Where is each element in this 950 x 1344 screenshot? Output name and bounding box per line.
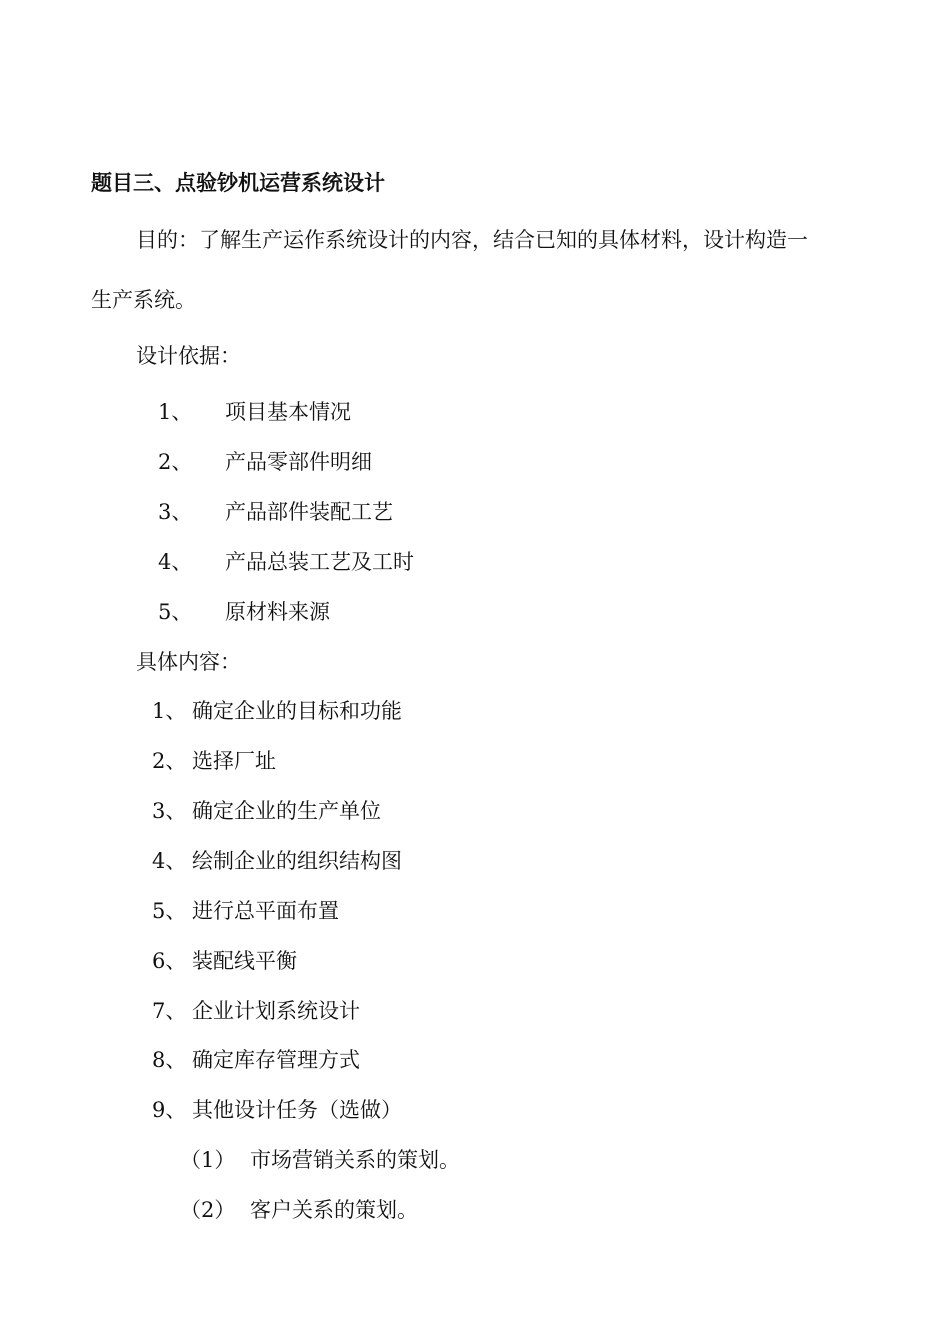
list-item-number: 7、	[152, 999, 187, 1023]
list-item-number: 2、	[158, 450, 193, 474]
list-item-text: 选择厂址	[192, 749, 276, 773]
list-item-text: 确定企业的生产单位	[192, 799, 381, 823]
list-item-text: 装配线平衡	[192, 949, 297, 973]
list-item-text: 确定企业的目标和功能	[192, 699, 402, 723]
list-item-number: 3、	[152, 799, 187, 823]
list-item-text: 产品部件装配工艺	[225, 500, 393, 524]
sub-list-item-number: （1）	[180, 1148, 236, 1172]
list-item-number: 4、	[152, 849, 187, 873]
list-item-text: 确定库存管理方式	[192, 1048, 360, 1072]
list-item-number: 6、	[152, 949, 187, 973]
list-item-number: 5、	[152, 899, 187, 923]
purpose-line-1: 目的：了解生产运作系统设计的内容，结合已知的具体材料，设计构造一	[136, 228, 808, 252]
document-title: 题目三、点验钞机运营系统设计	[91, 170, 385, 195]
list-item-text: 产品零部件明细	[225, 450, 372, 474]
list-item-number: 9、	[152, 1098, 187, 1122]
list-item-text: 绘制企业的组织结构图	[192, 849, 402, 873]
content-heading: 具体内容：	[136, 650, 241, 674]
list-item-text: 其他设计任务（选做）	[192, 1098, 402, 1122]
list-item-number: 2、	[152, 749, 187, 773]
list-item-number: 4、	[158, 550, 193, 574]
list-item-text: 进行总平面布置	[192, 899, 339, 923]
list-item-number: 3、	[158, 500, 193, 524]
list-item-number: 1、	[158, 400, 193, 424]
list-item-text: 项目基本情况	[225, 400, 351, 424]
list-item-text: 产品总装工艺及工时	[225, 550, 414, 574]
basis-heading: 设计依据：	[136, 344, 241, 368]
purpose-line-2: 生产系统。	[91, 288, 196, 312]
sub-list-item-text: 客户关系的策划。	[250, 1198, 418, 1222]
list-item-number: 1、	[152, 699, 187, 723]
list-item-text: 企业计划系统设计	[192, 999, 360, 1023]
list-item-number: 8、	[152, 1048, 187, 1072]
list-item-text: 原材料来源	[225, 600, 330, 624]
list-item-number: 5、	[158, 600, 193, 624]
sub-list-item-text: 市场营销关系的策划。	[250, 1148, 460, 1172]
sub-list-item-number: （2）	[180, 1198, 236, 1222]
